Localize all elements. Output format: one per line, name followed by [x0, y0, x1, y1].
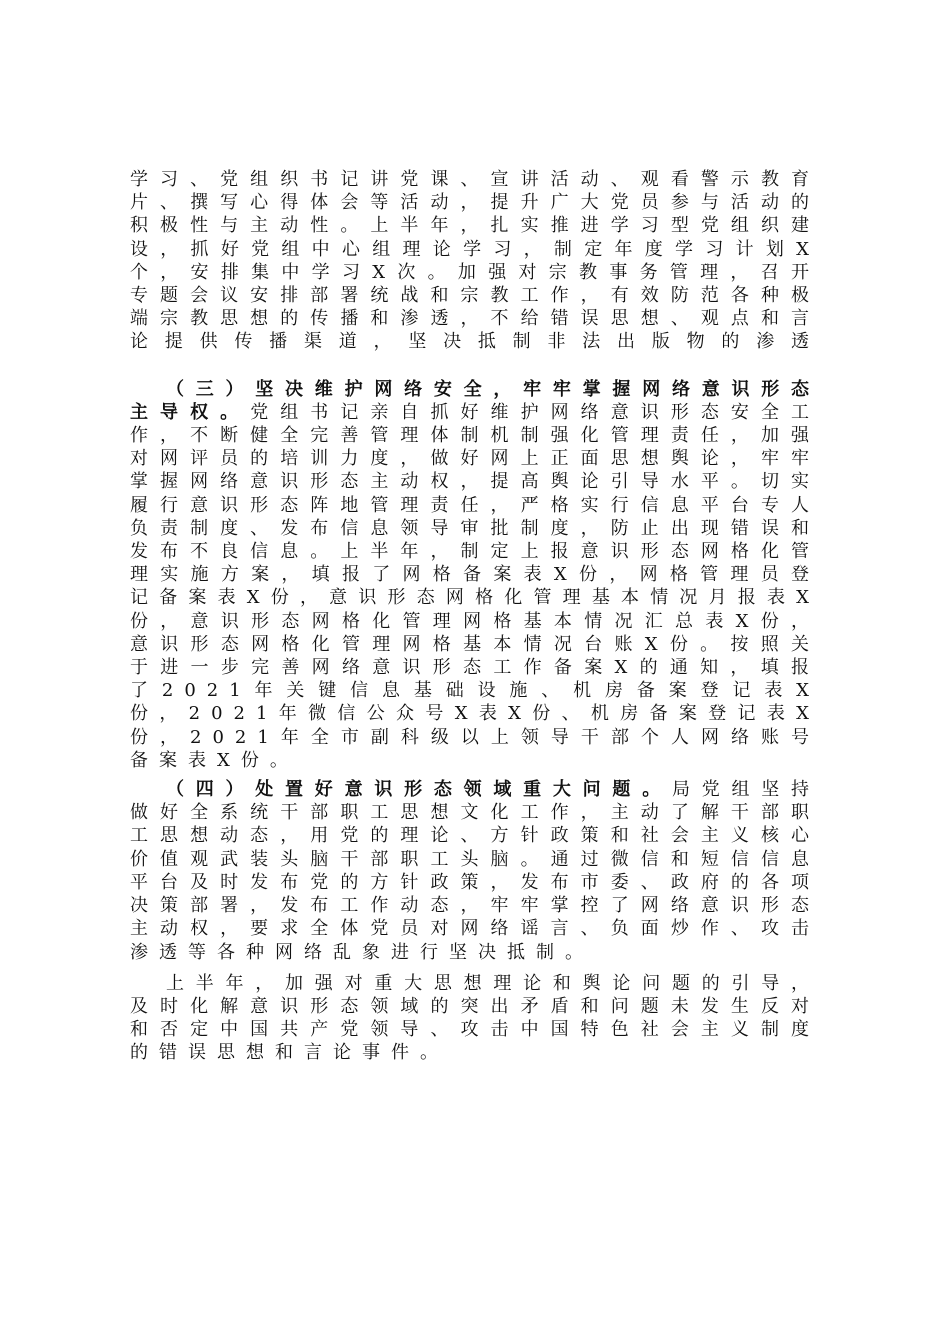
paragraph-network-security [130, 378, 820, 772]
paragraph-text: 局党组坚持做好全系统干部职工思想文化工作，主动了解干部职工思想动态，用党的理论、方针政策和社会主义核心价值观武装头脑干部职工头脑。通过微信和短信信息平台及时发布党的方针政策，发布市委、政府的各项决策部署，发布工作动态，牢牢掌控了网络意识形态主动权，要求全体党员对网络谣言、负面炒作、攻击渗透等各种网络乱象进行坚决抵制。 [130, 779, 821, 963]
paragraph-study-activities [130, 168, 820, 354]
section-heading-three: （三）坚决维护网络安全，牢牢掌握网络意识形态主导权。 [130, 378, 820, 423]
paragraph-major-issues [130, 778, 820, 964]
paragraph-first-half-summary [130, 972, 820, 1065]
paragraph-text: 党组书记亲自抓好维护网络意识形态安全工作，不断健全完善管理体制机制强化管理责任，加强对网评员的培训力度，做好网上正面思想舆论，牢牢掌握网络意识形态主动权，提高舆论引导水平。切实履行意识形态阵地管理责任，严格实行信息平台专人负责制度、发布信息领导审批制度，防止出现错误和发布不良信息。上半年，制定上报意识形态网格化管理实施方案，填报了网格备案表X份，网格管理员登记备案表X份，意识形态网格化管理基本情况月报表X份，意识形态网格化管理网格基本情况汇总表X份，意识形态网格化管理网格基本情况台账X份。按照关于进一步完善网络意识形态工作备案X的通知，填报了2021年关键信息基础设施、机房备案登记表X份，2021年微信公众号X表X份、机房备案登记表X份，2021年全市副科级以上领导干部个人网络账号备案表X份。 [130, 401, 821, 771]
document-page [130, 168, 820, 1065]
paragraph-text: 上半年，加强对重大思想理论和舆论问题的引导，及时化解意识形态领域的突出矛盾和问题未发生反对和否定中国共产党领导、攻击中国特色社会主义制度的错误思想和言论事件。 [130, 972, 820, 1064]
paragraph-text: 学习、党组织书记讲党课、宣讲活动、观看警示教育片、撰写心得体会等活动，提升广大党员参与活动的积极性与主动性。上半年，扎实推进学习型党组织建设，抓好党组中心组理论学习，制定年度学习计划X个，安排集中学习X次。加强对宗教事务管理，召开专题会议安排部署统战和宗教工作，有效防范各种极端宗教思想的传播和渗透，不给错误思想、观点和言论提供传播渠道，坚决抵制非法出版物的渗透 [130, 169, 820, 353]
section-heading-four: （四）处置好意识形态领域重大问题。 [166, 779, 672, 801]
